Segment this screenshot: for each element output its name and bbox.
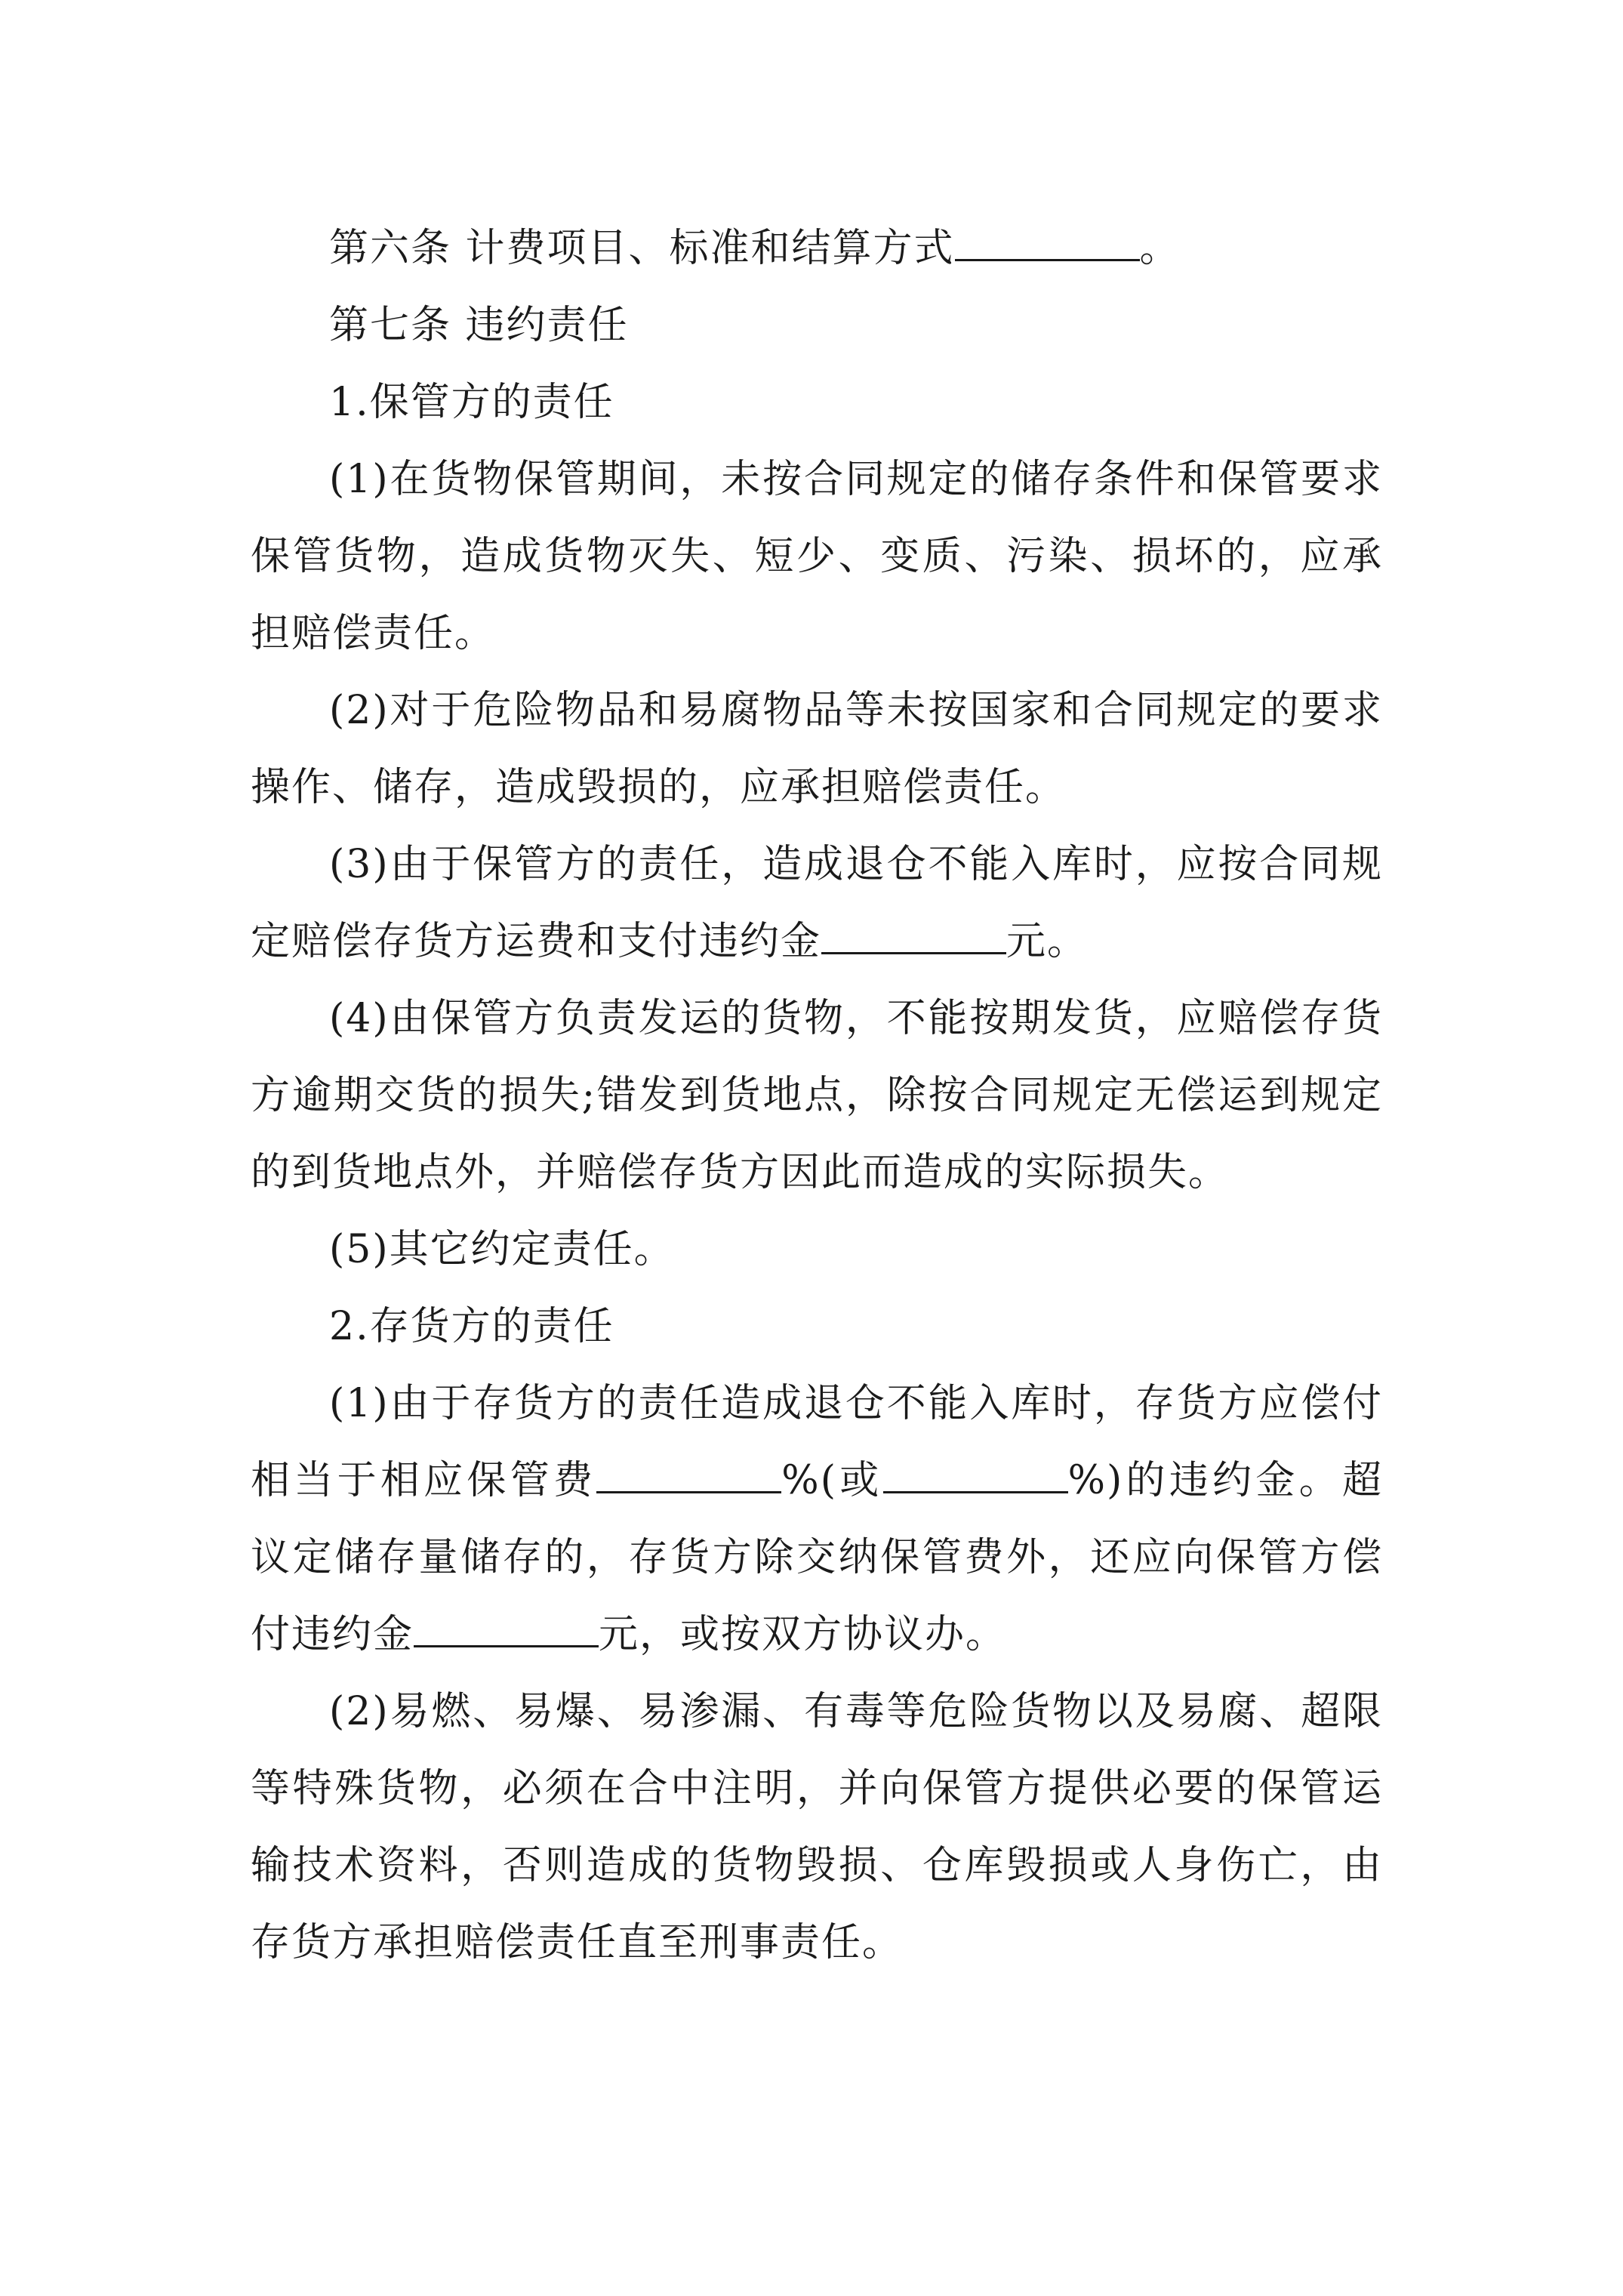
custodian-clause-3 [251, 826, 1383, 980]
article-7-heading [251, 287, 1383, 364]
custodian-clause-3-end: 元。 [1006, 919, 1089, 964]
depositor-responsibility-heading [251, 1288, 1383, 1365]
document-body [251, 210, 1383, 1981]
custodian-heading-text: 1.保管方的责任 [329, 380, 614, 425]
custodian-clause-3-text: (3)由于保管方的责任，造成退仓不能入库时，应按合同规定赔偿存货方运费和支付违约金 [251, 842, 1383, 964]
custodian-clause-1 [251, 441, 1383, 672]
depositor-clause-2 [251, 1673, 1383, 1981]
fill-blank-alt-percent[interactable] [883, 1454, 1068, 1493]
custodian-responsibility-heading [251, 364, 1383, 441]
article-7-text: 第七条 违约责任 [329, 303, 629, 348]
custodian-clause-5 [251, 1211, 1383, 1288]
depositor-clause-1-text-d: 元，或按双方协议办。 [599, 1612, 1007, 1657]
fill-blank-billing[interactable] [955, 222, 1140, 261]
fill-blank-fee-percent[interactable] [596, 1454, 781, 1493]
article-6-end: 。 [1139, 226, 1181, 271]
article-6-text: 第六条 计费项目、标准和结算方式 [329, 226, 955, 271]
custodian-clause-5-text: (5)其它约定责任。 [329, 1227, 675, 1272]
custodian-clause-1-text: (1)在货物保管期间，未按合同规定的储存条件和保管要求保管货物，造成货物灭失、短少、变质、污染、损坏的，应承担赔偿责任。 [251, 457, 1383, 656]
custodian-clause-4-text: (4)由保管方负责发运的货物，不能按期发货，应赔偿存货方逾期交货的损失;错发到货地点，除按合同规定无偿运到规定的到货地点外，并赔偿存货方因此而造成的实际损失。 [251, 996, 1383, 1195]
article-6-paragraph [251, 210, 1383, 287]
fill-blank-overstock-penalty[interactable] [414, 1608, 599, 1647]
custodian-clause-2 [251, 672, 1383, 826]
fill-blank-penalty-amount[interactable] [821, 915, 1006, 954]
custodian-clause-4 [251, 980, 1383, 1211]
depositor-clause-1-text-c: %)的违约金。超议定储存量储存的，存货方除交纳保管费外，还应向保管方偿付违约金 [251, 1458, 1383, 1657]
depositor-clause-2-text: (2)易燃、易爆、易渗漏、有毒等危险货物以及易腐、超限等特殊货物，必须在合中注明，并向保管方提供必要的保管运输技术资料，否则造成的货物毁损、仓库毁损或人身伤亡，由存货方承担赔偿责任直至刑事责任。 [251, 1689, 1383, 1965]
depositor-clause-1-text-a: (1)由于存货方的责任造成退仓不能入库时，存货方应偿付相当于相应保管费 [251, 1381, 1383, 1503]
depositor-clause-1-text-b: %(或 [781, 1458, 883, 1503]
custodian-clause-2-text: (2)对于危险物品和易腐物品等未按国家和合同规定的要求操作、储存，造成毁损的，应承担赔偿责任。 [251, 688, 1383, 810]
depositor-clause-1 [251, 1365, 1383, 1673]
depositor-heading-text: 2.存货方的责任 [329, 1304, 614, 1349]
